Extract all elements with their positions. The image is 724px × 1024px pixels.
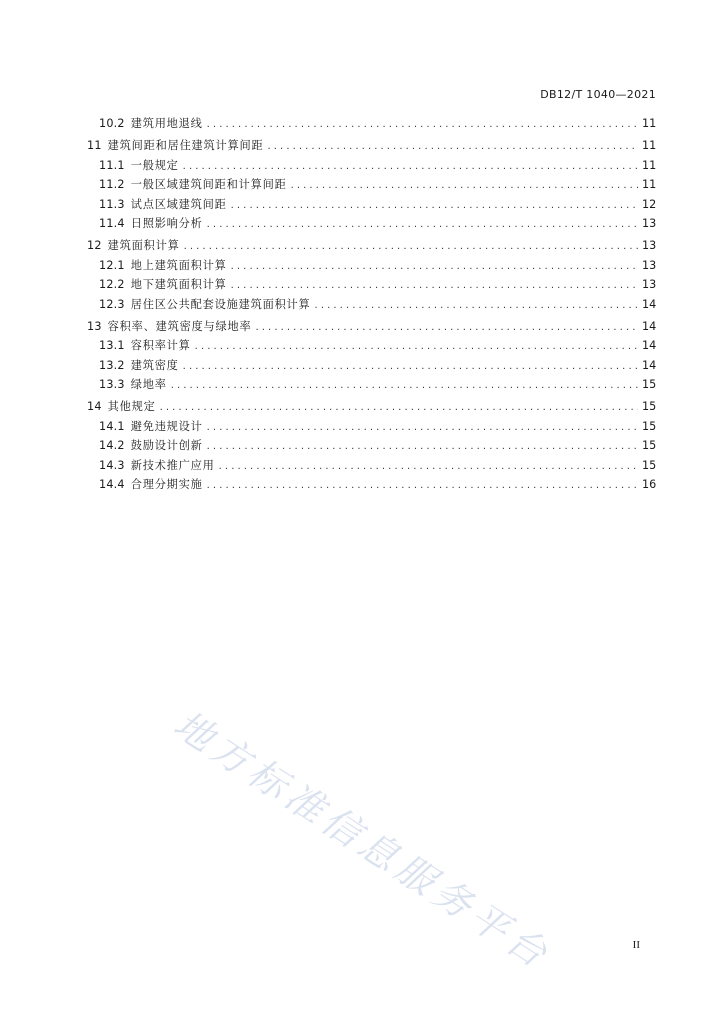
toc-entry-number: 12.3 — [99, 297, 125, 311]
toc-entry[interactable] — [87, 215, 656, 234]
toc-entry-page: 13 — [642, 239, 656, 253]
toc-entry-page: 14 — [642, 358, 656, 372]
toc-entry[interactable] — [87, 276, 656, 295]
toc-entry-number: 12.1 — [99, 258, 125, 272]
toc-entry-title: 绿地率 — [130, 378, 167, 392]
toc-dot-leader — [256, 322, 639, 333]
toc-entry[interactable] — [87, 237, 656, 256]
toc-entry[interactable] — [87, 457, 656, 476]
toc-entry-page: 11 — [642, 117, 656, 130]
toc-entry-title: 建筑间距和居住建筑计算间距 — [107, 139, 264, 153]
toc-entry-number: 14.4 — [99, 478, 125, 492]
toc-entry-page: 14 — [642, 339, 656, 353]
table-of-contents — [87, 115, 656, 495]
toc-entry-number: 13.1 — [99, 339, 125, 353]
toc-entry-title: 鼓励设计创新 — [130, 439, 203, 453]
toc-entry-page: 11 — [642, 139, 656, 153]
toc-entry-title: 日照影响分析 — [130, 216, 203, 230]
toc-dot-leader — [207, 480, 638, 491]
toc-dot-leader — [315, 300, 638, 311]
toc-entry[interactable] — [87, 357, 656, 376]
document-code: DB12/T 1040—2021 — [540, 88, 656, 101]
toc-dot-leader — [207, 119, 638, 130]
toc-dot-leader — [219, 461, 638, 472]
toc-entry-page: 13 — [642, 216, 656, 230]
toc-dot-leader — [183, 361, 638, 372]
toc-dot-leader — [207, 441, 638, 452]
toc-entry-number: 11.3 — [99, 197, 125, 211]
toc-entry-title: 地下建筑面积计算 — [130, 278, 227, 292]
toc-entry-page: 15 — [642, 458, 656, 472]
toc-entry-number: 13.2 — [99, 358, 125, 372]
toc-dot-leader — [195, 341, 638, 352]
toc-entry[interactable] — [87, 437, 656, 456]
toc-entry-page: 16 — [642, 478, 656, 492]
toc-entry-page: 15 — [642, 439, 656, 453]
toc-dot-leader — [160, 402, 638, 413]
toc-entry-number: 12 — [87, 239, 102, 253]
toc-dot-leader — [231, 200, 638, 211]
toc-entry[interactable] — [87, 176, 656, 195]
toc-entry[interactable] — [87, 318, 656, 337]
toc-entry-title: 试点区域建筑间距 — [130, 197, 227, 211]
toc-entry-number: 14.2 — [99, 439, 125, 453]
toc-entry-page: 15 — [642, 419, 656, 433]
toc-entry-title: 建筑用地退线 — [130, 117, 203, 130]
toc-entry[interactable] — [87, 137, 656, 156]
toc-dot-leader — [184, 241, 638, 252]
toc-dot-leader — [231, 261, 638, 272]
toc-entry-title: 建筑密度 — [130, 358, 179, 372]
toc-entry-number: 11.2 — [99, 178, 125, 192]
toc-entry-number: 14 — [87, 400, 102, 414]
toc-dot-leader — [183, 161, 638, 172]
toc-entry-title: 一般区域建筑间距和计算间距 — [130, 178, 287, 192]
toc-entry[interactable] — [87, 476, 656, 495]
toc-entry-page: 14 — [642, 297, 656, 311]
toc-dot-leader — [267, 141, 638, 152]
toc-entry[interactable] — [87, 398, 656, 417]
toc-entry-title: 其他规定 — [107, 400, 156, 414]
toc-entry-page: 12 — [642, 197, 656, 211]
toc-entry-number: 13 — [87, 319, 102, 333]
toc-entry-page: 13 — [642, 278, 656, 292]
toc-dot-leader — [207, 219, 638, 230]
page-number: II — [632, 939, 640, 951]
toc-entry-title: 容积率、建筑密度与绿地率 — [107, 319, 252, 333]
toc-entry-title: 地上建筑面积计算 — [130, 258, 227, 272]
toc-entry[interactable] — [87, 376, 656, 395]
toc-entry-page: 11 — [642, 178, 656, 192]
toc-entry-title: 建筑面积计算 — [107, 239, 180, 253]
toc-dot-leader — [291, 180, 638, 191]
toc-entry-page: 11 — [642, 158, 656, 172]
toc-entry-number: 11.1 — [99, 158, 125, 172]
toc-entry-page: 14 — [642, 319, 656, 333]
toc-entry-number: 12.2 — [99, 278, 125, 292]
toc-entry-page: 15 — [642, 378, 656, 392]
toc-entry-number: 11.4 — [99, 216, 125, 230]
toc-entry[interactable] — [87, 196, 656, 215]
toc-entry-page: 15 — [642, 400, 656, 414]
toc-entry[interactable] — [87, 418, 656, 437]
toc-entry-title: 避免违规设计 — [130, 419, 203, 433]
toc-entry[interactable] — [87, 337, 656, 356]
toc-entry-title: 容积率计算 — [130, 339, 191, 353]
toc-dot-leader — [207, 422, 638, 433]
toc-entry[interactable] — [87, 257, 656, 276]
toc-dot-leader — [231, 280, 638, 291]
toc-entry[interactable] — [87, 296, 656, 315]
watermark: 地方标准信息服务平台 — [166, 701, 560, 979]
toc-entry-number: 11 — [87, 139, 102, 153]
toc-entry-number: 10.2 — [99, 117, 125, 130]
toc-entry-title: 合理分期实施 — [130, 478, 203, 492]
toc-entry-number: 13.3 — [99, 378, 125, 392]
toc-entry-title: 新技术推广应用 — [130, 458, 215, 472]
toc-entry-number: 14.1 — [99, 419, 125, 433]
toc-entry-number: 14.3 — [99, 458, 125, 472]
toc-entry-title: 一般规定 — [130, 158, 179, 172]
toc-dot-leader — [171, 380, 638, 391]
toc-entry[interactable] — [87, 157, 656, 176]
toc-entry[interactable] — [87, 115, 656, 134]
toc-entry-page: 13 — [642, 258, 656, 272]
toc-entry-title: 居住区公共配套设施建筑面积计算 — [130, 297, 311, 311]
